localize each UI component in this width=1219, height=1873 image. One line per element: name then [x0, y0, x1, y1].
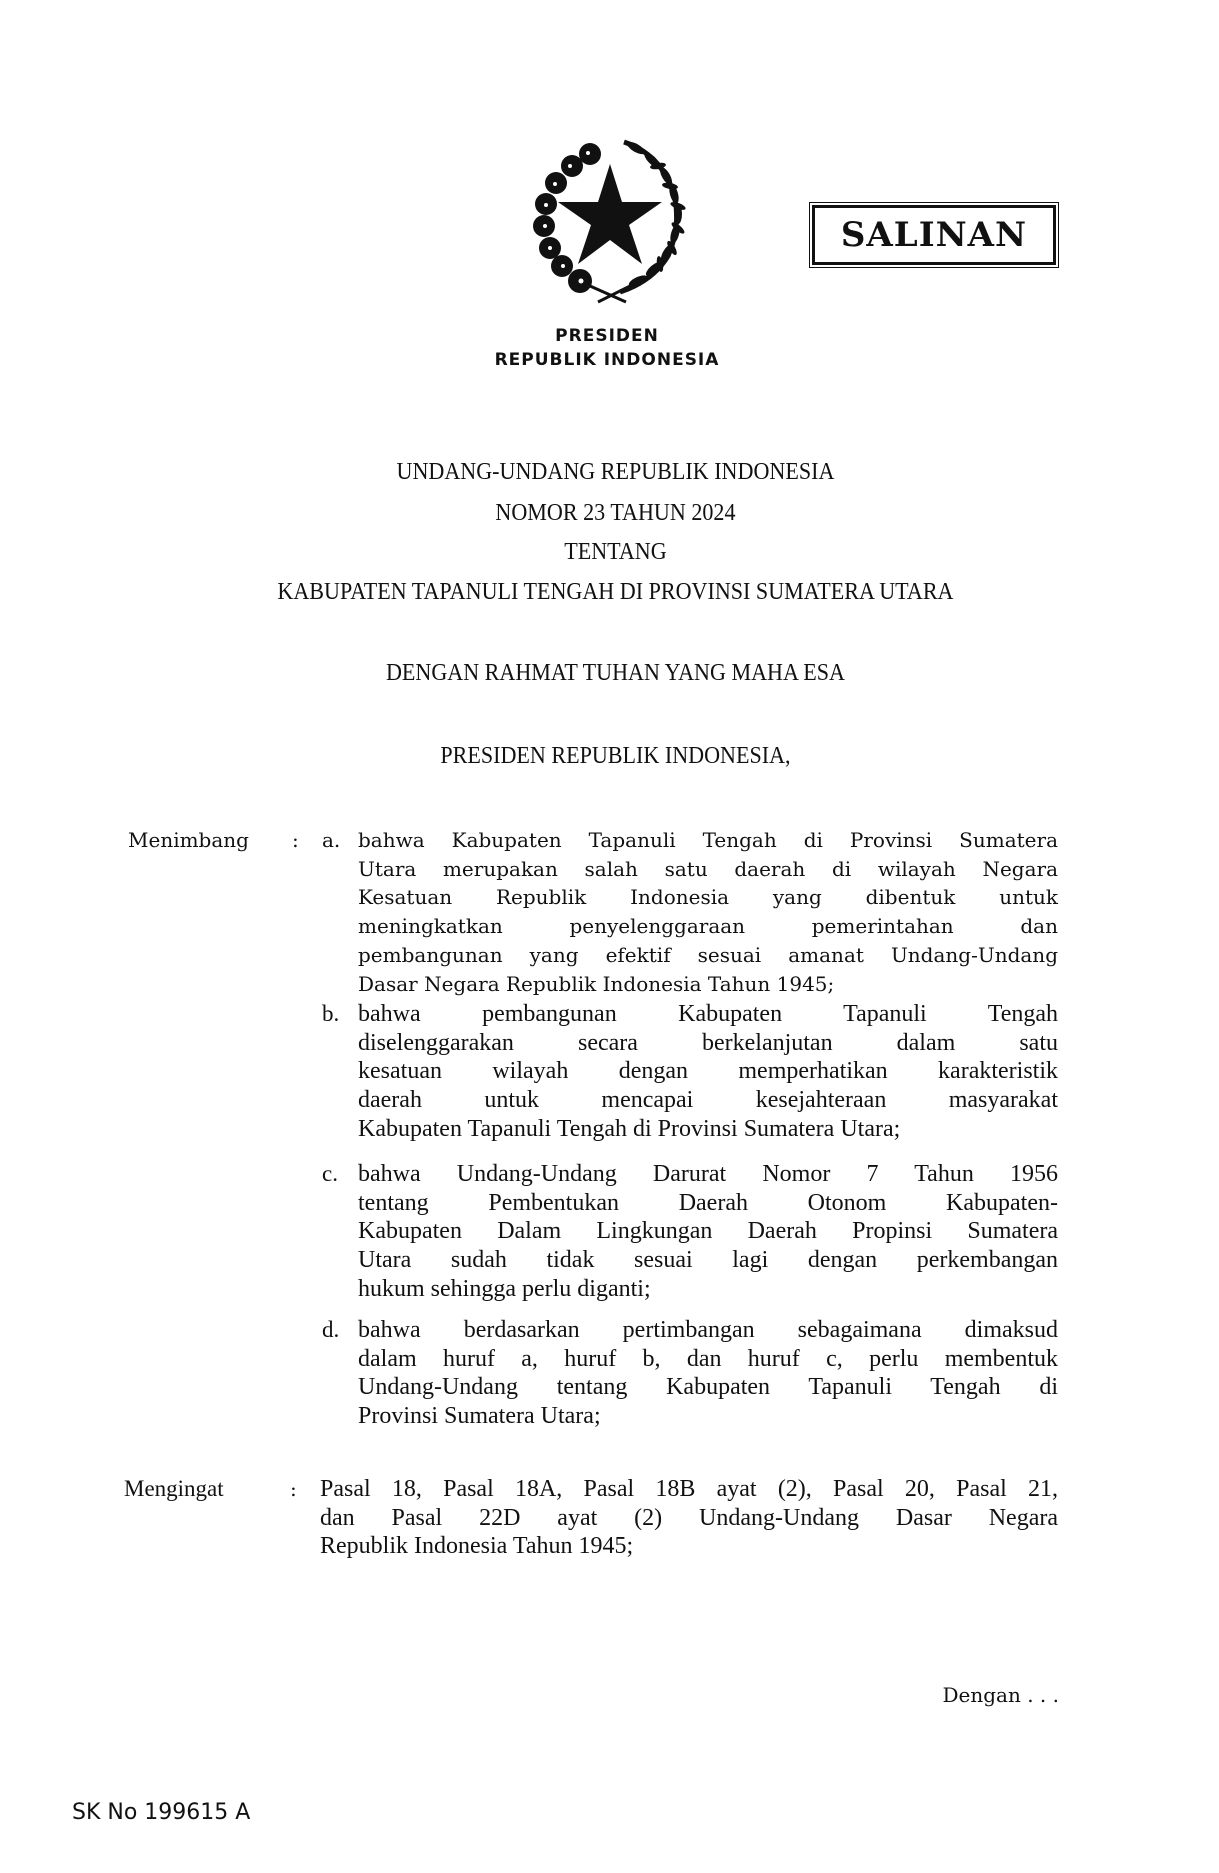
law-about-label: TENTANG [564, 539, 667, 565]
menimbang-colon: : [292, 828, 299, 852]
text-line: Republik Indonesia Tahun 1945; [320, 1533, 634, 1560]
text-line: bahwa berdasarkan pertimbangan sebagaimana dimaksud [358, 1317, 1058, 1343]
text-line: bahwa Kabupaten Tapanuli Tengah di Provinsi Sumatera [358, 828, 1058, 852]
invocation: DENGAN RAHMAT TUHAN YANG MAHA ESA [385, 660, 845, 686]
mengingat-label: Mengingat [124, 1476, 224, 1501]
item-letter-a: a. [322, 828, 341, 852]
text-line: Dasar Negara Republik Indonesia Tahun 1945; [358, 971, 835, 996]
mengingat-text [320, 1475, 1058, 1561]
salinan-stamp [812, 205, 1056, 265]
text-line: Kabupaten Tapanuli Tengah di Provinsi Sumatera Utara; [358, 1115, 901, 1142]
page-continuation: Dengan . . . [942, 1683, 1059, 1707]
text-line: Utara merupakan salah satu daerah di wilayah Negara [358, 856, 1058, 881]
text-line: dan Pasal 22D ayat (2) Undang-Undang Dasar Negara [320, 1504, 1058, 1531]
menimbang-item-c [358, 1160, 1058, 1304]
text-line: Kabupaten Dalam Lingkungan Daerah Propinsi Sumatera [358, 1218, 1058, 1245]
authority-line: PRESIDEN REPUBLIK INDONESIA, [440, 743, 791, 769]
menimbang-item-d [358, 1316, 1058, 1431]
law-number: NOMOR 23 TAHUN 2024 [495, 500, 736, 526]
text-line: kesatuan wilayah dengan memperhatikan karakteristik [358, 1058, 1058, 1085]
salinan-label: SALINAN [840, 215, 1028, 255]
text-line: Undang-Undang tentang Kabupaten Tapanuli Tengah di [358, 1374, 1058, 1401]
text-line: bahwa pembangunan Kabupaten Tapanuli Tengah [358, 1001, 1058, 1027]
sk-number: SK No 199615 A [72, 1800, 251, 1825]
office-title-line2: REPUBLIK INDONESIA [494, 350, 720, 370]
text-line: Pasal 18, Pasal 18A, Pasal 18B ayat (2), Pasal 20, Pasal 21, [320, 1476, 1058, 1502]
text-line: Provinsi Sumatera Utara; [358, 1403, 601, 1430]
text-line: bahwa Undang-Undang Darurat Nomor 7 Tahun 1956 [358, 1161, 1058, 1187]
menimbang-item-b [358, 1000, 1058, 1144]
law-subject: KABUPATEN TAPANULI TENGAH DI PROVINSI SUMATERA UTARA [277, 579, 954, 605]
item-letter-c: c. [322, 1161, 338, 1186]
text-line: pembangunan yang efektif sesuai amanat Undang-Undang [358, 942, 1058, 967]
text-line: Utara sudah tidak sesuai lagi dengan perkembangan [358, 1247, 1058, 1274]
text-line: tentang Pembentukan Daerah Otonom Kabupaten- [358, 1189, 1058, 1216]
office-title-line1: PRESIDEN [555, 326, 659, 346]
text-line: meningkatkan penyelenggaraan pemerintahan dan [358, 914, 1058, 939]
text-line: daerah untuk mencapai kesejahteraan masyarakat [358, 1087, 1058, 1114]
text-line: dalam huruf a, huruf b, dan huruf c, perlu membentuk [358, 1345, 1058, 1372]
item-letter-b: b. [322, 1001, 340, 1026]
menimbang-label: Menimbang [128, 828, 249, 852]
presidential-seal-icon [528, 136, 694, 304]
text-line: diselenggarakan secara berkelanjutan dalam satu [358, 1029, 1058, 1056]
item-letter-d: d. [322, 1317, 340, 1342]
menimbang-item-a [358, 826, 1058, 998]
mengingat-colon: : [290, 1477, 297, 1501]
text-line: hukum sehingga perlu diganti; [358, 1275, 651, 1302]
text-line: Kesatuan Republik Indonesia yang dibentuk untuk [358, 885, 1058, 910]
law-title: UNDANG-UNDANG REPUBLIK INDONESIA [396, 459, 835, 485]
